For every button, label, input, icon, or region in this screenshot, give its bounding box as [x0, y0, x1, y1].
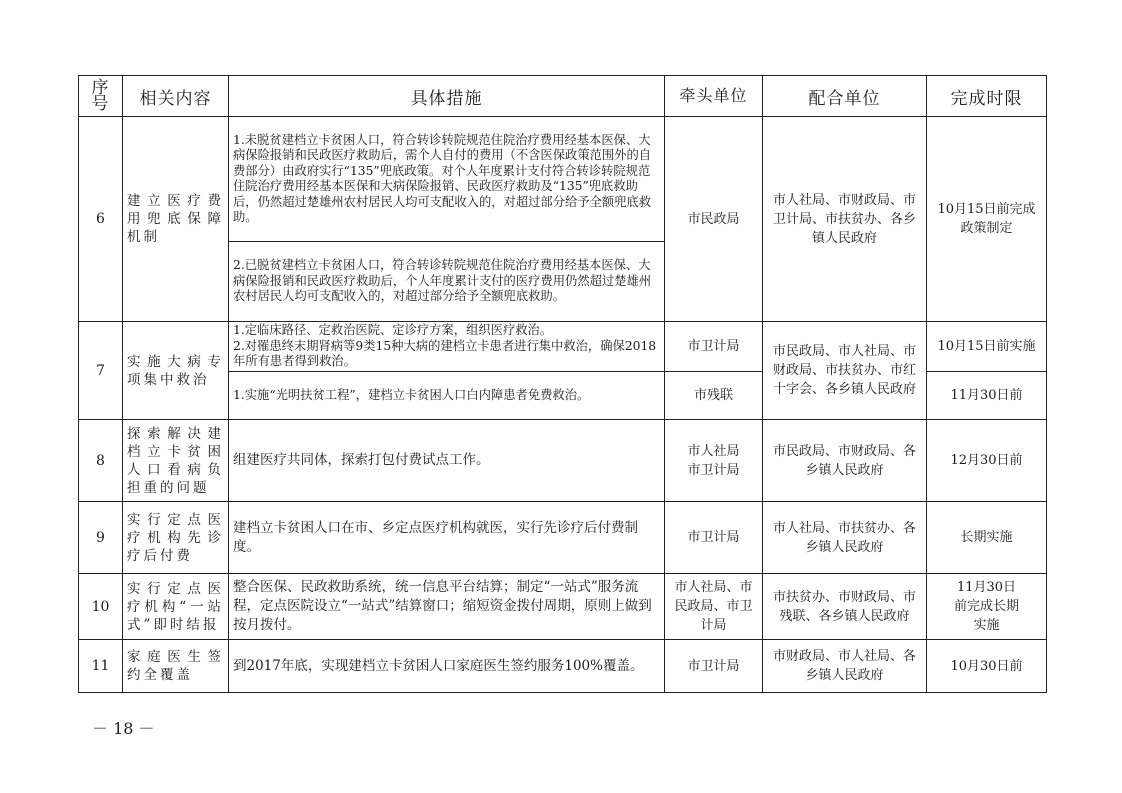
row-measure: 组建医疗共同体，探索打包付费试点工作。	[229, 420, 665, 502]
header-seq: 序号	[79, 76, 123, 117]
row-coop: 市民政局、市财政局、各乡镇人民政府	[763, 420, 927, 502]
row-content: 实行定点医疗机构先诊疗后付费	[123, 502, 229, 574]
row-lead: 市残联	[665, 372, 763, 420]
row-deadline: 12月30日前	[927, 420, 1047, 502]
table-row	[79, 322, 1047, 372]
header-lead: 牵头单位	[665, 76, 763, 117]
measure-text: 1.实施“光明扶贫工程”，建档立卡贫困人口白内障患者免费救治。	[233, 387, 590, 402]
row-deadline: 11月30日前	[927, 372, 1047, 420]
row-lead: 市民政局	[665, 117, 763, 322]
row-lead: 市人社局市卫计局	[665, 420, 763, 502]
row-seq: 10	[79, 574, 123, 640]
row-measure: 到2017年底，实现建档立卡贫困人口家庭医生签约服务100%覆盖。	[229, 640, 665, 693]
measures-table	[78, 75, 1047, 693]
table-header-row	[79, 76, 1047, 117]
header-coop: 配合单位	[763, 76, 927, 117]
row-seq: 7	[79, 322, 123, 420]
row-lead: 市卫计局	[665, 640, 763, 693]
row-seq: 11	[79, 640, 123, 693]
measure-text: 1.未脱贫建档立卡贫困人口，符合转诊转院规范住院治疗费用经基本医保、大病保险报销和民政医疗救助后，需个人自付的费用（不含医保政策范围外的自费部分）由政府实行“135”兜底政策。对个人年度累计支付符合转诊转院规范住院治疗费用经基本医保和大病保险报销、民政医疗救助及“135”兜底救助后，仍然超过楚雄州农村居民人均可支配收入的，对超过部分给予全额兜底救助。	[233, 132, 652, 224]
row-content: 实施大病专项集中救治	[123, 322, 229, 420]
row-measure	[229, 322, 665, 372]
row-measure: 建档立卡贫困人口在市、乡定点医疗机构就医，实行先诊疗后付费制度。	[229, 502, 665, 574]
row-lead: 市卫计局	[665, 322, 763, 372]
row-coop: 市民政局、市人社局、市财政局、市扶贫办、市红十字会、各乡镇人民政府	[763, 322, 927, 420]
table-row	[79, 420, 1047, 502]
row-measure	[229, 117, 665, 242]
row-deadline: 10月30日前	[927, 640, 1047, 693]
row-measure: 整合医保、民政救助系统，统一信息平台结算；制定“一站式”服务流程，定点医院设立“一站式”结算窗口；缩短资金拨付周期，原则上做到按月拨付。	[229, 574, 665, 640]
row-measure	[229, 372, 665, 420]
table-row	[79, 640, 1047, 693]
table-row	[79, 502, 1047, 574]
row-lead: 市卫计局	[665, 502, 763, 574]
row-deadline: 长期实施	[927, 502, 1047, 574]
row-coop: 市人社局、市扶贫办、各乡镇人民政府	[763, 502, 927, 574]
row-content: 实行定点医疗机构“一站式”即时结报	[123, 574, 229, 640]
measure-text: 2.已脱贫建档立卡贫困人口，符合转诊转院规范住院治疗费用经基本医保、大病保险报销和民政医疗救助后，个人年度累计支付的医疗费用仍然超过楚雄州农村居民人均可支配收入的，对超过部分给予全额兜底救助。	[233, 258, 652, 304]
row-deadline: 10月15日前完成政策制定	[927, 117, 1047, 322]
row-seq: 6	[79, 117, 123, 322]
row-coop: 市扶贫办、市财政局、市残联、各乡镇人民政府	[763, 574, 927, 640]
measure-text: 2.对罹患终末期肾病等9类15种大病的建档立卡患者进行集中救治，确保2018年所有患者得到救治。	[233, 338, 657, 369]
table-row	[79, 117, 1047, 242]
row-coop: 市财政局、市人社局、各乡镇人民政府	[763, 640, 927, 693]
row-content: 探索解决建档立卡贫困人口看病负担重的问题	[123, 420, 229, 502]
row-seq: 9	[79, 502, 123, 574]
row-measure	[229, 242, 665, 322]
row-lead: 市人社局、市民政局、市卫计局	[665, 574, 763, 640]
page-number: － 18 －	[92, 719, 155, 738]
row-seq: 8	[79, 420, 123, 502]
row-coop: 市人社局、市财政局、市卫计局、市扶贫办、各乡镇人民政府	[763, 117, 927, 322]
row-content: 建立医疗费用兜底保障机制	[123, 117, 229, 322]
row-deadline: 11月30日前完成长期实施	[927, 574, 1047, 640]
row-content: 家庭医生签约全覆盖	[123, 640, 229, 693]
table-row	[79, 574, 1047, 640]
measure-text: 1.定临床路径、定救治医院、定诊疗方案，组织医疗救治。	[233, 323, 553, 338]
header-content: 相关内容	[123, 76, 229, 117]
header-deadline: 完成时限	[927, 76, 1047, 117]
row-deadline: 10月15日前实施	[927, 322, 1047, 372]
header-measures: 具体措施	[229, 76, 665, 117]
